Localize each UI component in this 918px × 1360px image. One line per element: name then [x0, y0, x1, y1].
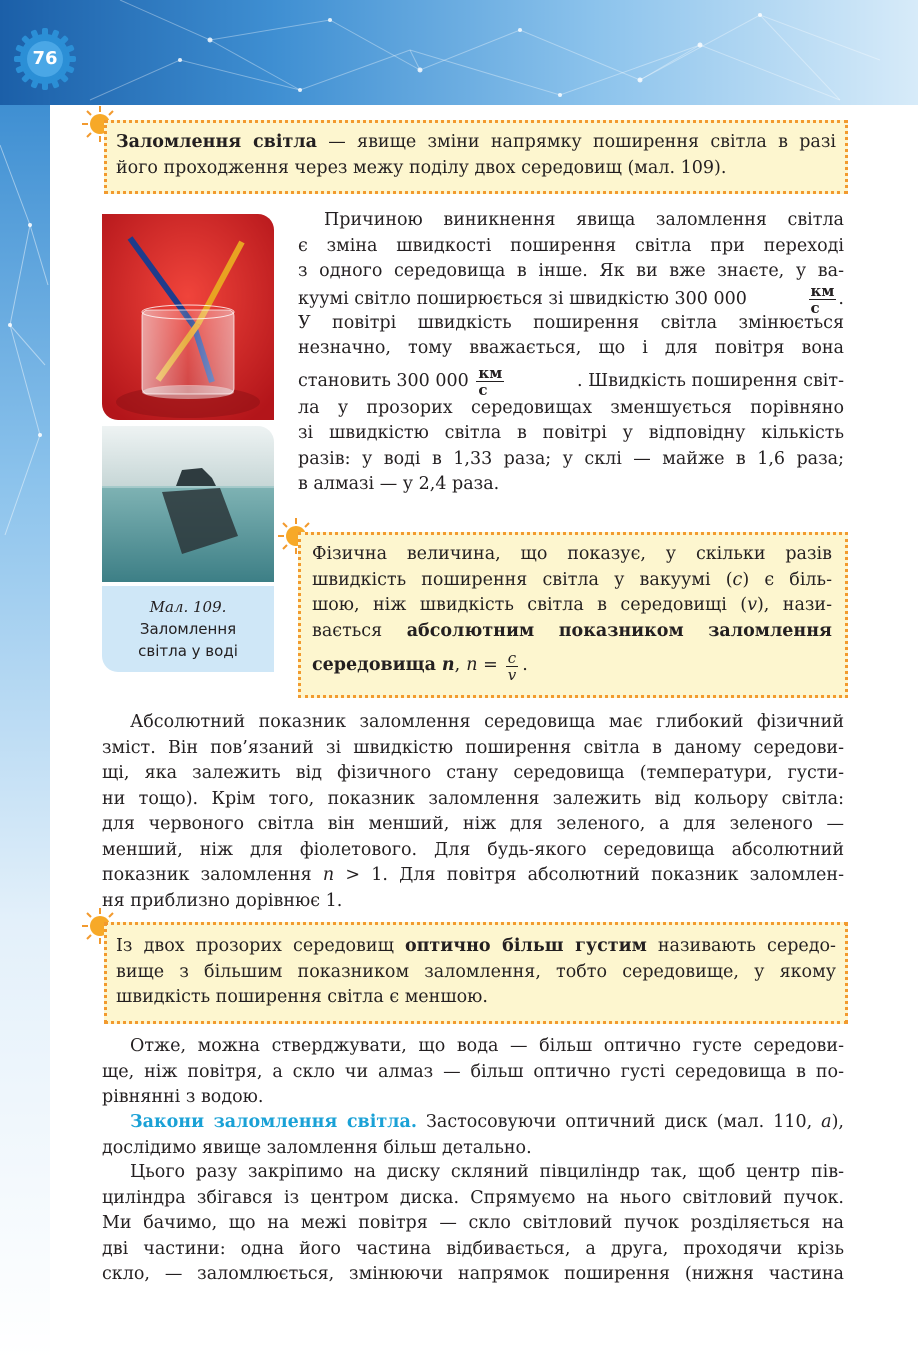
definition-refractive-index-text: Фізична величина, що показує, у скільки разів швидкість поширення світла у вакуумі (c) є біль- шою, ніж швидкість світла в середовищі (v), нази- вається абсолютним показником заломлення середовища n , n = $\frac{c}{v}$ .	[312, 544, 832, 684]
figure-caption	[102, 586, 274, 672]
paragraph-speed-of-light: Причиною виникнення явища заломлення світла є зміна швидкості поширення світла при переході з одного середовища в інше. Як ви вже знаєте, у ва- куумі світло поширюється зі швидкістю 300 000 $\frac{км}{с}$ . У повітрі швидкість поширення світла змінюється незначно, тому вважається, що і для повітря вона становить 300 000 $\frac{км}{с}$ . Швидкість поширення світ- ла у прозорих середовищах зменшується порівняно зі швидкістю світла в повітрі у відповідну кількість разів: у воді в 1,33 раза; у склі — майже в 1,6 раза; в алмазі — у 2,4 раза.	[298, 210, 844, 494]
side-background	[0, 105, 50, 1360]
paragraph-experiment: Цього разу закріпимо на диску скляний півциліндр так, щоб центр пів- циліндра збігався із центром диска. Спрямуємо на нього світловий пучок. Ми бачимо, що на межі повітря — скло світловий пучок розділяється на дві частини: одна його частина відбивається, а друга, проходячи крізь скло, — заломлюється, змінюючи напрямок поширення (нижня частина	[102, 1162, 844, 1284]
section-heading: Закони заломлення світла.	[130, 1112, 417, 1132]
formula-fraction: $\frac{c}{v}$	[507, 648, 517, 684]
caption-line-2: світла у воді	[138, 642, 238, 660]
page-number: 76	[32, 48, 58, 69]
page-number-badge	[14, 28, 76, 90]
formula-lhs: n =	[466, 655, 498, 676]
figure-label: Мал. 109.	[149, 598, 227, 616]
photo-object-in-water	[102, 426, 274, 582]
caption-line-1: Заломлення	[139, 620, 237, 638]
unit-km-per-s: $\frac{км}{с}$	[478, 364, 503, 399]
unit-km-per-s: $\frac{км}{с}$	[810, 282, 835, 317]
definition-refraction-text: Заломлення світла — явище зміни напрямку поширення світла в разі його проходження через межу поділу двох середовищ (мал. 109).	[116, 132, 836, 178]
side-pattern	[0, 105, 50, 1360]
paragraph-laws-of-refraction: Закони заломлення світла. Застосовуючи оптичний диск (мал. 110, а), дослідимо явище заломлення більш детально.	[102, 1112, 844, 1158]
paragraph-absolute-index: Абсолютний показник заломлення середовища має глибокий фізичний зміст. Він пов’язаний зі швидкістю поширення світла в даному середови- щі, яка залежить від фізичного стану середовища (температури, густи- ни тощо). Крім того, показник заломлення залежить від кольору світла: для червоного світла він менший, ніж для зеленого, а для зеленого — менший, ніж для фіолетового. Для будь-якого середовища абсолютний показник заломлення n > 1. Для повітря абсолютний показник заломлен- ня приблизно дорівнює 1.	[102, 712, 844, 911]
paragraph-optical-density-conclusion: Отже, можна стверджувати, що вода — більш оптично густе середови- ще, ніж повітря, а скло чи алмаз — більш оптично густі середовища в по- рівнянні з водою.	[102, 1036, 844, 1107]
header-background	[0, 0, 918, 105]
constellation-pattern	[0, 0, 918, 105]
definition-optical-density-text: Із двох прозорих середовищ оптично більш густим називають середо- вище з більшим показником заломлення, тобто середовище, у якому швидкість поширення світла є меншою.	[116, 936, 836, 1007]
photo-pencils-in-glass	[102, 214, 274, 420]
